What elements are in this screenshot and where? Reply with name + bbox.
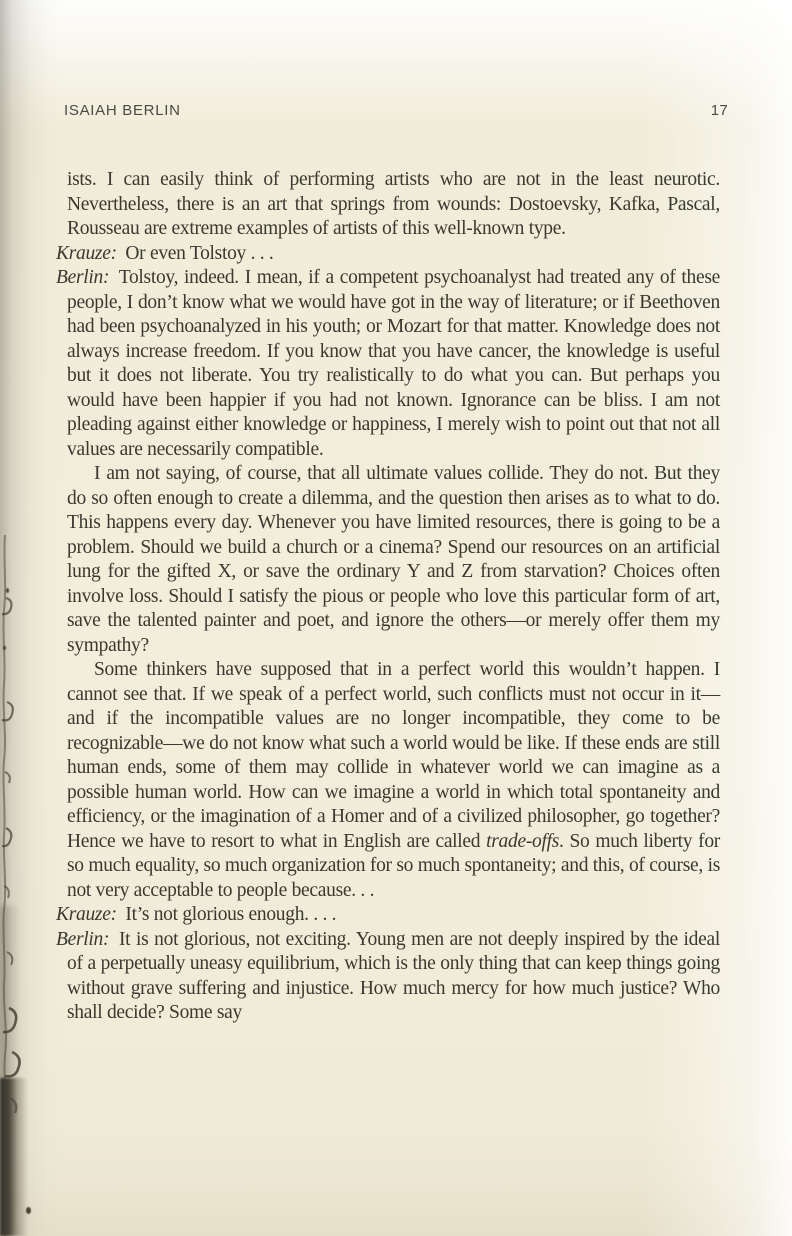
paragraph-block: [56, 462, 720, 658]
italic-term: trade-offs: [486, 830, 560, 852]
speech-text: Or even Tolstoy . . .: [125, 242, 274, 264]
speech-text: Tolstoy, indeed. I mean, if a competent psychoanalyst had treated any of these people, I don’t know what we would have got in the way of literature; or if Beethoven had been psychoanalyzed in his youth; or Mozart for that matter. Knowledge does not always increase freedom. If you know that you have cancer, the knowledge is useful but it does not liberate. You try realistically to do what you can. But perhaps you would have been happier if you had not known. Ignorance can be bliss. I am not pleading against either knowledge or happiness, I merely wish to point out that not all values are necessarily compatible.: [67, 267, 720, 460]
speech-text: . So much liberty for so much equality, so much organization for so much spontaneity; and this, of course, is not very acceptable to people because. . .: [67, 830, 721, 901]
paragraph-block: [56, 658, 720, 903]
paragraph-block: [56, 168, 720, 242]
speech-block: [56, 242, 720, 267]
speaker-label: Berlin:: [56, 928, 110, 950]
scan-speck: [6, 588, 9, 593]
speaker-label: Krauze:: [56, 242, 117, 264]
speaker-label: Krauze:: [56, 904, 117, 925]
speech-text: ists. I can easily think of performing artists who are not in the least neurotic. Nevertheless, there is an art that springs from wounds: Dostoevsky, Kafka, Pascal, Rousseau are extreme examples of artists of this well-known type.: [67, 169, 720, 239]
speech-text: I am not saying, of course, that all ultimate values collide. They do not. But they do so often enough to create a dilemma, and the question then arises as to what to do. This happens every day. Whenever you have limited resources, there is going to be a problem. Should we build a church or a cinema? Spend our resources on an artificial lung for the gifted X, or save the ordinary Y and Z from starvation? Choices often involve loss. Should I satisfy the pious or people who love this particular form of art, save the talented painter and poet, and ignore the others—or merely offer them my sympathy?: [67, 463, 720, 656]
speech-block: [56, 903, 720, 928]
scan-speck: [3, 646, 6, 650]
running-head-title: ISAIAH BERLIN: [64, 102, 181, 119]
speech-text: Some thinkers have supposed that in a perfect world this wouldn’t happen. I cannot see that. If we speak of a perfect world, such conflicts must not occur in it—and if the incompatible values are no longer incompatible, they come to be recognizable—we do not know what such a world would be like. If these ends are still human ends, some of them may collide in whatever world we can imagine as a possible human world. How can we imagine a world in which total spontaneity and efficiency, or the imagination of a Homer and of a civilized philosopher, go together? Hence we have to resort to what in English are called: [67, 659, 720, 852]
speech-block: [56, 928, 720, 1026]
bottom-left-dark-edge: [0, 1078, 28, 1236]
scan-speck: [26, 1207, 31, 1214]
speech-text: It’s not glorious enough. . . .: [125, 904, 337, 925]
page-number: 17: [710, 102, 728, 119]
running-header: [64, 102, 728, 119]
speech-block: [56, 266, 720, 462]
speaker-label: Berlin:: [56, 267, 110, 288]
dialogue-text: [56, 168, 720, 1026]
speech-text: It is not glorious, not exciting. Young men are not deeply inspired by the ideal of a perpetually uneasy equilibrium, which is the only thing that can keep things going without grave suffering and injustice. How much mercy for how much justice? Who shall decide? Some say: [67, 928, 720, 1023]
